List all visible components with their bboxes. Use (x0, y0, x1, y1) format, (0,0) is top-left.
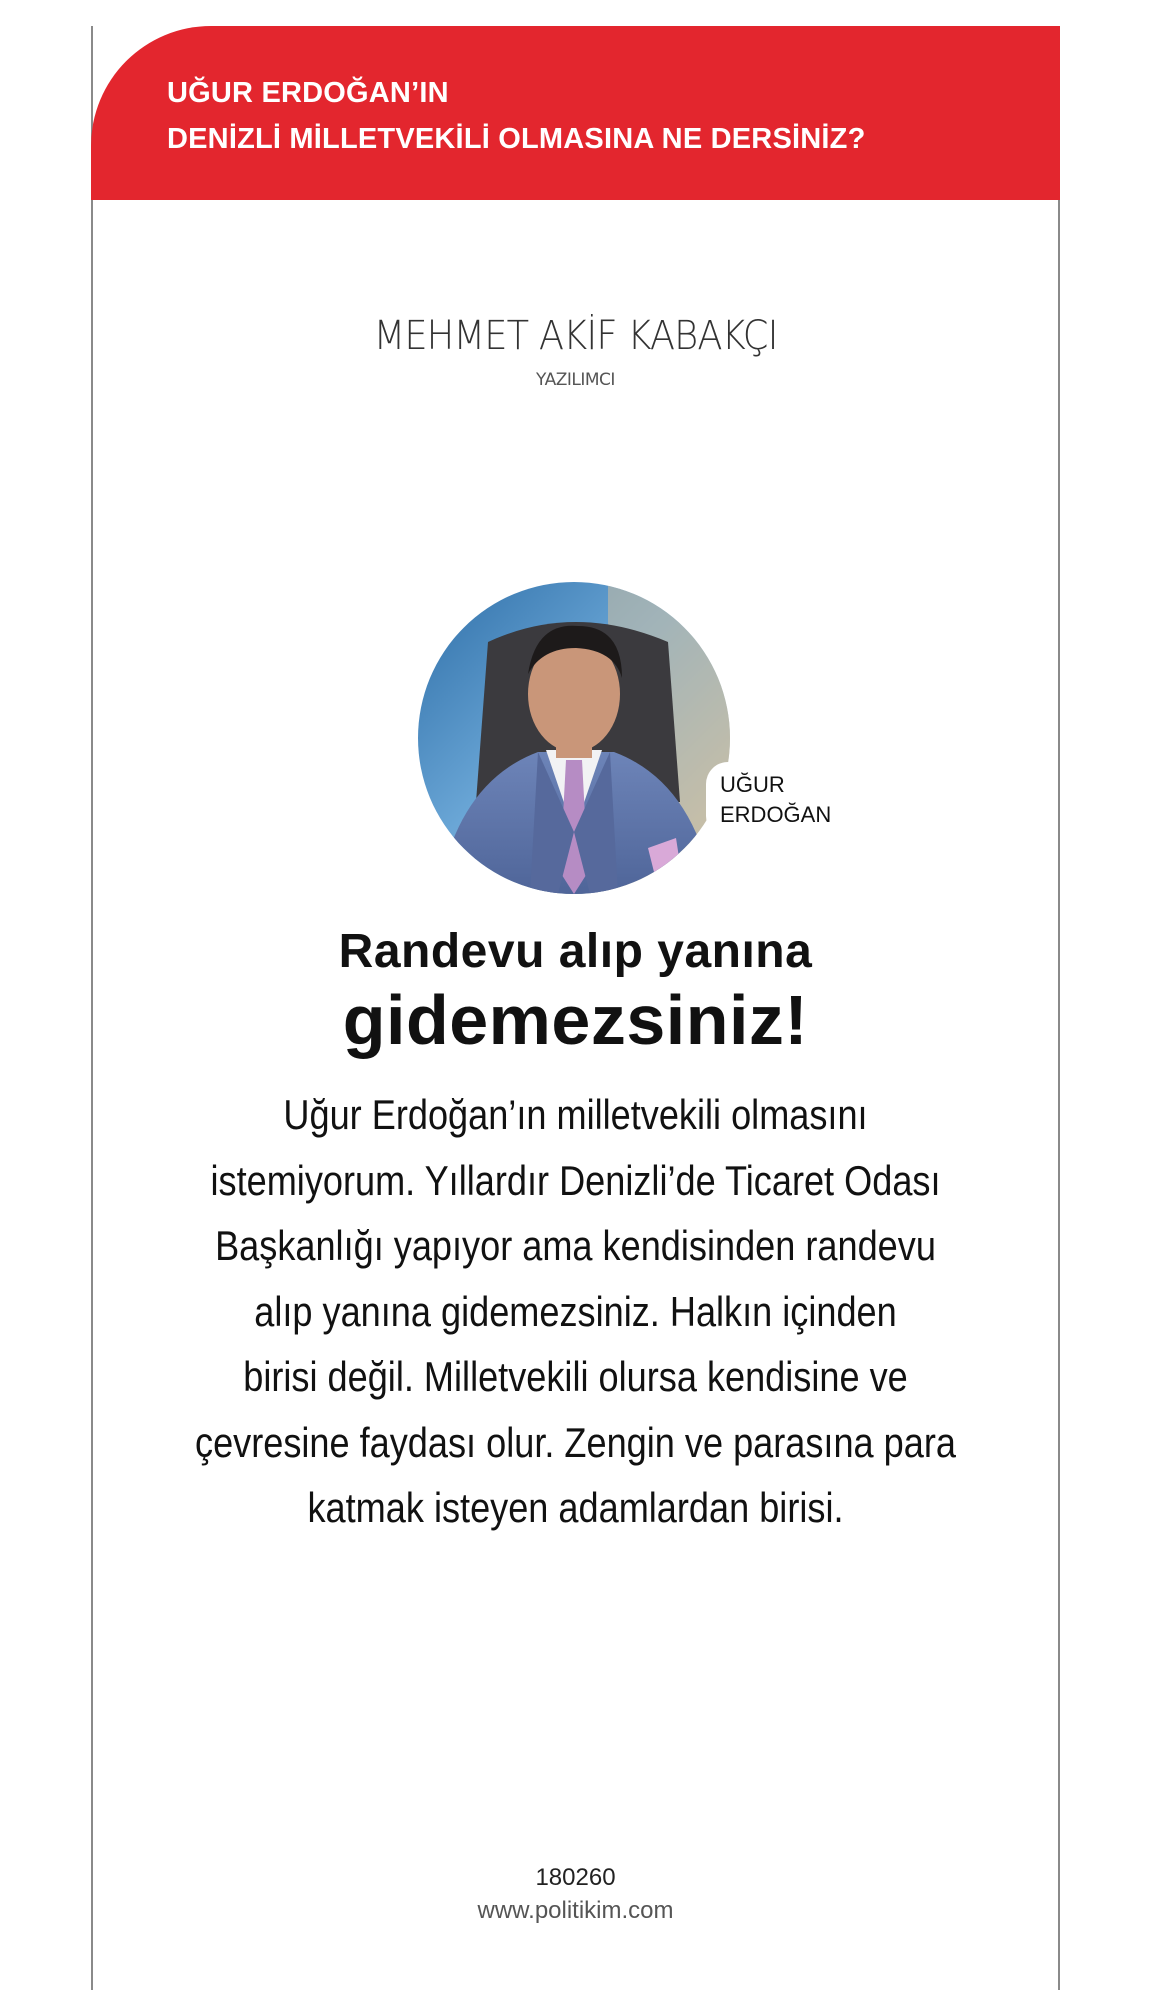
header-title-line-2: DENİZLİ MİLLETVEKİLİ OLMASINA NE DERSİNİZ? (167, 123, 866, 155)
footer (91, 1862, 1060, 1928)
quote-line: istemiyorum. Yıllardır Denizli’de Ticaret Odası (210, 1156, 941, 1204)
headline-line-2: gidemezsiniz! (342, 981, 809, 1059)
portrait-photo (418, 582, 730, 894)
footer-url[interactable]: www.politikim.com (477, 1897, 674, 1924)
photo-caption (706, 762, 843, 838)
footer-code: 180260 (535, 1864, 616, 1891)
header-banner (91, 26, 1060, 200)
quote-line: Uğur Erdoğan’ın milletvekili olmasını (283, 1091, 868, 1138)
quote-line: katmak isteyen adamlardan birisi. (307, 1484, 844, 1531)
quote-line: alıp yanına gidemezsiniz. Halkın içinden (254, 1287, 897, 1335)
author-name: MEHMET AKİF KABAKÇI (373, 313, 778, 359)
headline (91, 924, 1060, 1060)
header-title-line-1: UĞUR ERDOĞAN’IN (167, 77, 449, 109)
quote-line: Başkanlığı yapıyor ama kendisinden randevu (215, 1222, 936, 1269)
headline-line-1: Randevu alıp yanına (338, 925, 813, 978)
photo-caption-line-1: UĞUR (720, 772, 785, 797)
quote-line: birisi değil. Milletvekili olursa kendisine ve (243, 1353, 908, 1400)
photo-caption-line-2: ERDOĞAN (720, 802, 832, 827)
quote-body (91, 1082, 1060, 1541)
author-role: YAZILIMCI (536, 370, 615, 390)
quote-line: çevresine faydası olur. Zengin ve parasına para (195, 1418, 956, 1466)
portrait-illustration (418, 582, 730, 894)
author-block (91, 312, 1060, 390)
